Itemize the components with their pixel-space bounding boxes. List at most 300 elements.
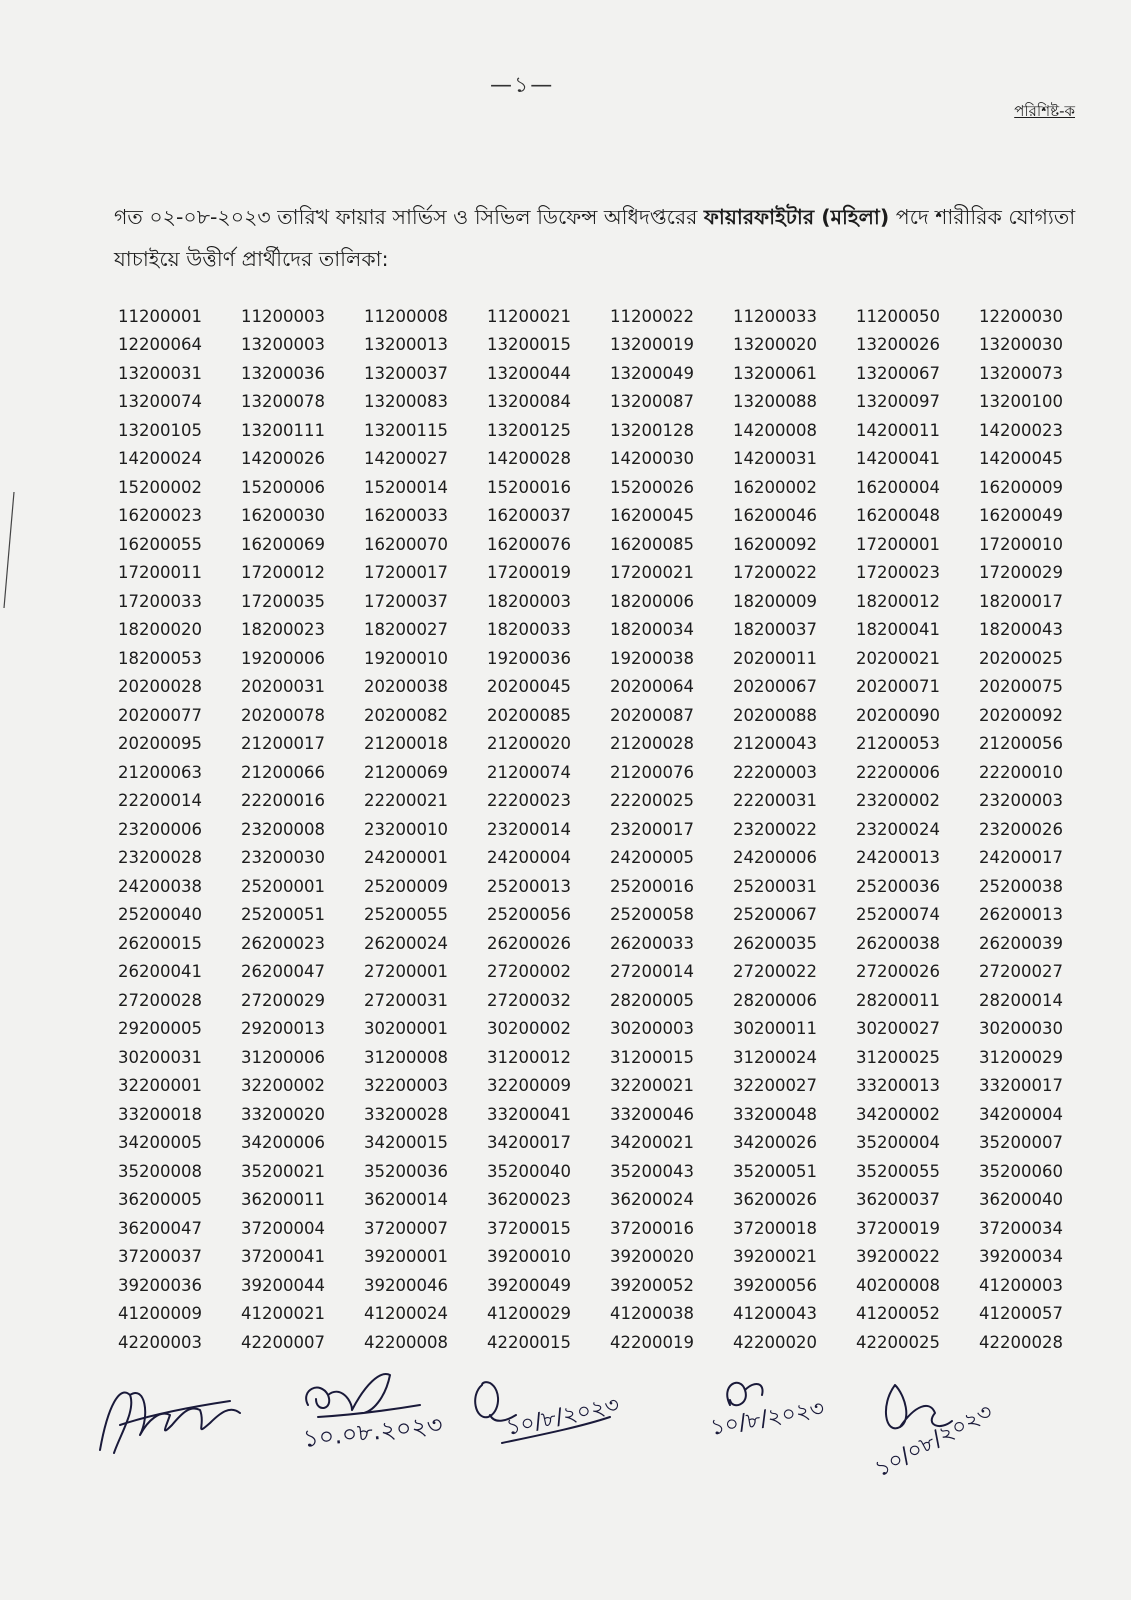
roll-number-cell: 24200006 [733, 848, 817, 868]
roll-number-cell: 23200003 [979, 791, 1063, 811]
roll-number-cell: 24200005 [610, 848, 694, 868]
roll-number-cell: 34200005 [118, 1133, 202, 1153]
roll-number-cell: 26200013 [979, 905, 1063, 925]
roll-number-cell: 18200012 [856, 591, 940, 611]
roll-number-cell: 16200048 [856, 506, 940, 526]
roll-number-cell: 27200026 [856, 962, 940, 982]
roll-number-cell: 17200019 [487, 563, 571, 583]
heading-prefix: গত ০২-০৮-২০২৩ তারিখ ফায়ার সার্ভিস ও সিভিল ডিফেন্স অধিদপ্তরের [114, 205, 704, 229]
roll-number-cell: 22200014 [118, 791, 202, 811]
roll-number-cell: 16200023 [118, 506, 202, 526]
roll-number-cell: 18200043 [979, 620, 1063, 640]
table-row [118, 388, 1102, 417]
roll-number-cell: 21200028 [610, 734, 694, 754]
roll-number-cell: 22200031 [733, 791, 817, 811]
roll-number-cell: 25200038 [979, 876, 1063, 896]
roll-number-cell: 14200031 [733, 449, 817, 469]
roll-number-cell: 13200003 [241, 335, 325, 355]
roll-number-cell: 14200024 [118, 449, 202, 469]
roll-number-cell: 26200039 [979, 933, 1063, 953]
roll-number-cell: 16200033 [364, 506, 448, 526]
roll-number-cell: 11200008 [364, 306, 448, 326]
roll-number-cell: 25200056 [487, 905, 571, 925]
heading-post-bold: ফায়ারফাইটার (মহিলা) [703, 205, 890, 229]
roll-number-cell: 32200003 [364, 1076, 448, 1096]
roll-number-cell: 12200064 [118, 335, 202, 355]
margin-mark [2, 490, 16, 610]
roll-number-cell: 13200036 [241, 363, 325, 383]
roll-number-cell: 14200026 [241, 449, 325, 469]
table-row [118, 1271, 1102, 1300]
table-row [118, 473, 1102, 502]
roll-number-cell: 42200015 [487, 1332, 571, 1352]
roll-number-cell: 35200040 [487, 1161, 571, 1181]
roll-number-cell: 25200013 [487, 876, 571, 896]
roll-number-cell: 21200066 [241, 762, 325, 782]
roll-number-cell: 37200034 [979, 1218, 1063, 1238]
roll-number-cell: 30200031 [118, 1047, 202, 1067]
table-row [118, 929, 1102, 958]
roll-number-cell: 36200047 [118, 1218, 202, 1238]
roll-number-table [118, 302, 1102, 1357]
roll-number-cell: 28200006 [733, 990, 817, 1010]
roll-number-cell: 30200001 [364, 1019, 448, 1039]
roll-number-cell: 17200037 [364, 591, 448, 611]
roll-number-cell: 20200077 [118, 705, 202, 725]
roll-number-cell: 31200006 [241, 1047, 325, 1067]
table-row [118, 644, 1102, 673]
roll-number-cell: 11200003 [241, 306, 325, 326]
roll-number-cell: 16200069 [241, 534, 325, 554]
table-row [118, 673, 1102, 702]
roll-number-cell: 13200088 [733, 392, 817, 412]
table-row [118, 958, 1102, 987]
roll-number-cell: 25200036 [856, 876, 940, 896]
signature-2 [302, 1374, 444, 1453]
signature-4 [709, 1383, 827, 1441]
roll-number-cell: 14200041 [856, 449, 940, 469]
table-row [118, 1157, 1102, 1186]
signature-3 [475, 1382, 621, 1443]
roll-number-cell: 29200005 [118, 1019, 202, 1039]
roll-number-cell: 20200045 [487, 677, 571, 697]
roll-number-cell: 25200040 [118, 905, 202, 925]
roll-number-cell: 17200022 [733, 563, 817, 583]
roll-number-cell: 25200031 [733, 876, 817, 896]
roll-number-cell: 15200016 [487, 477, 571, 497]
roll-number-cell: 36200026 [733, 1190, 817, 1210]
roll-number-cell: 13200087 [610, 392, 694, 412]
roll-number-cell: 23200008 [241, 819, 325, 839]
roll-number-cell: 41200003 [979, 1275, 1063, 1295]
roll-number-cell: 30200011 [733, 1019, 817, 1039]
roll-number-cell: 13200020 [733, 335, 817, 355]
roll-number-cell: 13200115 [364, 420, 448, 440]
table-row [118, 1300, 1102, 1329]
roll-number-cell: 23200028 [118, 848, 202, 868]
table-row [118, 901, 1102, 930]
roll-number-cell: 17200029 [979, 563, 1063, 583]
roll-number-cell: 21200076 [610, 762, 694, 782]
roll-number-cell: 35200008 [118, 1161, 202, 1181]
roll-number-cell: 41200057 [979, 1304, 1063, 1324]
roll-number-cell: 24200004 [487, 848, 571, 868]
roll-number-cell: 20200088 [733, 705, 817, 725]
roll-number-cell: 13200044 [487, 363, 571, 383]
roll-number-cell: 20200095 [118, 734, 202, 754]
roll-number-cell: 20200071 [856, 677, 940, 697]
roll-number-cell: 13200083 [364, 392, 448, 412]
roll-number-cell: 13200037 [364, 363, 448, 383]
roll-number-cell: 26200038 [856, 933, 940, 953]
roll-number-cell: 17200017 [364, 563, 448, 583]
roll-number-cell: 41200038 [610, 1304, 694, 1324]
roll-number-cell: 39200021 [733, 1247, 817, 1267]
roll-number-cell: 17200033 [118, 591, 202, 611]
signature-5-date: ১০/০৮/২০২৩ [871, 1399, 997, 1483]
roll-number-cell: 18200023 [241, 620, 325, 640]
roll-number-cell: 33200017 [979, 1076, 1063, 1096]
roll-number-cell: 25200016 [610, 876, 694, 896]
roll-number-cell: 22200021 [364, 791, 448, 811]
roll-number-cell: 17200010 [979, 534, 1063, 554]
roll-number-cell: 25200051 [241, 905, 325, 925]
roll-number-cell: 16200049 [979, 506, 1063, 526]
roll-number-cell: 32200002 [241, 1076, 325, 1096]
roll-number-cell: 13200111 [241, 420, 325, 440]
roll-number-cell: 24200013 [856, 848, 940, 868]
roll-number-cell: 15200026 [610, 477, 694, 497]
roll-number-cell: 27200027 [979, 962, 1063, 982]
roll-number-cell: 17200012 [241, 563, 325, 583]
roll-number-cell: 32200021 [610, 1076, 694, 1096]
signature-1 [100, 1392, 240, 1453]
roll-number-cell: 39200056 [733, 1275, 817, 1295]
signature-4-date: ১০/৮/২০২৩ [708, 1396, 827, 1441]
roll-number-cell: 41200043 [733, 1304, 817, 1324]
roll-number-cell: 13200128 [610, 420, 694, 440]
roll-number-cell: 21200020 [487, 734, 571, 754]
roll-number-cell: 34200002 [856, 1104, 940, 1124]
roll-number-cell: 21200063 [118, 762, 202, 782]
roll-number-cell: 35200021 [241, 1161, 325, 1181]
roll-number-cell: 20200064 [610, 677, 694, 697]
roll-number-cell: 32200001 [118, 1076, 202, 1096]
roll-number-cell: 31200025 [856, 1047, 940, 1067]
roll-number-cell: 26200033 [610, 933, 694, 953]
roll-number-cell: 20200075 [979, 677, 1063, 697]
roll-number-cell: 37200016 [610, 1218, 694, 1238]
roll-number-cell: 27200031 [364, 990, 448, 1010]
roll-number-cell: 13200074 [118, 392, 202, 412]
table-row [118, 502, 1102, 531]
roll-number-cell: 20200082 [364, 705, 448, 725]
roll-number-cell: 36200037 [856, 1190, 940, 1210]
roll-number-cell: 27200014 [610, 962, 694, 982]
table-row [118, 445, 1102, 474]
table-row [118, 302, 1102, 331]
roll-number-cell: 25200009 [364, 876, 448, 896]
roll-number-cell: 13200100 [979, 392, 1063, 412]
roll-number-cell: 13200031 [118, 363, 202, 383]
roll-number-cell: 20200085 [487, 705, 571, 725]
roll-number-cell: 41200052 [856, 1304, 940, 1324]
roll-number-cell: 34200021 [610, 1133, 694, 1153]
roll-number-cell: 31200012 [487, 1047, 571, 1067]
roll-number-cell: 11200050 [856, 306, 940, 326]
roll-number-cell: 13200019 [610, 335, 694, 355]
roll-number-cell: 20200011 [733, 648, 817, 668]
table-row [118, 530, 1102, 559]
roll-number-cell: 27200001 [364, 962, 448, 982]
roll-number-cell: 20200031 [241, 677, 325, 697]
roll-number-cell: 26200026 [487, 933, 571, 953]
roll-number-cell: 16200070 [364, 534, 448, 554]
roll-number-cell: 23200026 [979, 819, 1063, 839]
roll-number-cell: 31200015 [610, 1047, 694, 1067]
roll-number-cell: 21200017 [241, 734, 325, 754]
roll-number-cell: 16200055 [118, 534, 202, 554]
roll-number-cell: 21200074 [487, 762, 571, 782]
roll-number-cell: 34200026 [733, 1133, 817, 1153]
roll-number-cell: 27200028 [118, 990, 202, 1010]
roll-number-cell: 28200011 [856, 990, 940, 1010]
roll-number-cell: 32200009 [487, 1076, 571, 1096]
roll-number-cell: 21200018 [364, 734, 448, 754]
roll-number-cell: 34200004 [979, 1104, 1063, 1124]
table-row [118, 1243, 1102, 1272]
roll-number-cell: 19200036 [487, 648, 571, 668]
roll-number-cell: 16200092 [733, 534, 817, 554]
roll-number-cell: 34200006 [241, 1133, 325, 1153]
roll-number-cell: 13200105 [118, 420, 202, 440]
roll-number-cell: 39200001 [364, 1247, 448, 1267]
roll-number-cell: 15200014 [364, 477, 448, 497]
roll-number-cell: 14200011 [856, 420, 940, 440]
roll-number-table-body [118, 302, 1102, 1357]
roll-number-cell: 26200041 [118, 962, 202, 982]
roll-number-cell: 11200033 [733, 306, 817, 326]
roll-number-cell: 39200034 [979, 1247, 1063, 1267]
roll-number-cell: 26200047 [241, 962, 325, 982]
roll-number-cell: 16200085 [610, 534, 694, 554]
roll-number-cell: 21200043 [733, 734, 817, 754]
roll-number-cell: 41200021 [241, 1304, 325, 1324]
roll-number-cell: 42200008 [364, 1332, 448, 1352]
signature-area [90, 1365, 1090, 1515]
roll-number-cell: 26200035 [733, 933, 817, 953]
table-row [118, 730, 1102, 759]
roll-number-cell: 27200002 [487, 962, 571, 982]
roll-number-cell: 12200030 [979, 306, 1063, 326]
roll-number-cell: 33200020 [241, 1104, 325, 1124]
roll-number-cell: 22200023 [487, 791, 571, 811]
roll-number-cell: 41200009 [118, 1304, 202, 1324]
table-row [118, 1015, 1102, 1044]
roll-number-cell: 25200001 [241, 876, 325, 896]
roll-number-cell: 26200024 [364, 933, 448, 953]
roll-number-cell: 17200021 [610, 563, 694, 583]
roll-number-cell: 31200008 [364, 1047, 448, 1067]
roll-number-cell: 39200049 [487, 1275, 571, 1295]
roll-number-cell: 16200002 [733, 477, 817, 497]
roll-number-cell: 13200015 [487, 335, 571, 355]
roll-number-cell: 34200015 [364, 1133, 448, 1153]
roll-number-cell: 19200006 [241, 648, 325, 668]
roll-number-cell: 14200028 [487, 449, 571, 469]
roll-number-cell: 39200046 [364, 1275, 448, 1295]
roll-number-cell: 26200023 [241, 933, 325, 953]
roll-number-cell: 29200013 [241, 1019, 325, 1039]
roll-number-cell: 24200017 [979, 848, 1063, 868]
roll-number-cell: 23200017 [610, 819, 694, 839]
roll-number-cell: 23200024 [856, 819, 940, 839]
roll-number-cell: 42200007 [241, 1332, 325, 1352]
roll-number-cell: 14200030 [610, 449, 694, 469]
roll-number-cell: 15200002 [118, 477, 202, 497]
table-row [118, 587, 1102, 616]
roll-number-cell: 21200053 [856, 734, 940, 754]
roll-number-cell: 13200061 [733, 363, 817, 383]
roll-number-cell: 18200053 [118, 648, 202, 668]
roll-number-cell: 20200028 [118, 677, 202, 697]
roll-number-cell: 42200025 [856, 1332, 940, 1352]
roll-number-cell: 25200055 [364, 905, 448, 925]
roll-number-cell: 24200038 [118, 876, 202, 896]
table-row [118, 986, 1102, 1015]
roll-number-cell: 35200007 [979, 1133, 1063, 1153]
table-row [118, 1214, 1102, 1243]
roll-number-cell: 39200022 [856, 1247, 940, 1267]
roll-number-cell: 13200067 [856, 363, 940, 383]
table-row [118, 844, 1102, 873]
roll-number-cell: 13200026 [856, 335, 940, 355]
roll-number-cell: 24200001 [364, 848, 448, 868]
roll-number-cell: 18200006 [610, 591, 694, 611]
roll-number-cell: 23200030 [241, 848, 325, 868]
roll-number-cell: 16200004 [856, 477, 940, 497]
roll-number-cell: 17200001 [856, 534, 940, 554]
table-row [118, 416, 1102, 445]
roll-number-cell: 18200020 [118, 620, 202, 640]
roll-number-cell: 23200010 [364, 819, 448, 839]
roll-number-cell: 15200006 [241, 477, 325, 497]
roll-number-cell: 13200049 [610, 363, 694, 383]
roll-number-cell: 27200032 [487, 990, 571, 1010]
roll-number-cell: 19200010 [364, 648, 448, 668]
roll-number-cell: 39200052 [610, 1275, 694, 1295]
roll-number-cell: 35200051 [733, 1161, 817, 1181]
roll-number-cell: 22200010 [979, 762, 1063, 782]
roll-number-cell: 31200024 [733, 1047, 817, 1067]
roll-number-cell: 37200018 [733, 1218, 817, 1238]
roll-number-cell: 21200056 [979, 734, 1063, 754]
roll-number-cell: 14200027 [364, 449, 448, 469]
roll-number-cell: 37200041 [241, 1247, 325, 1267]
roll-number-cell: 39200036 [118, 1275, 202, 1295]
table-row [118, 331, 1102, 360]
roll-number-cell: 11200022 [610, 306, 694, 326]
roll-number-cell: 21200069 [364, 762, 448, 782]
roll-number-cell: 13200073 [979, 363, 1063, 383]
roll-number-cell: 42200003 [118, 1332, 202, 1352]
roll-number-cell: 39200020 [610, 1247, 694, 1267]
roll-number-cell: 37200019 [856, 1218, 940, 1238]
roll-number-cell: 14200023 [979, 420, 1063, 440]
roll-number-cell: 33200013 [856, 1076, 940, 1096]
heading [114, 196, 1084, 280]
roll-number-cell: 20200087 [610, 705, 694, 725]
roll-number-cell: 16200009 [979, 477, 1063, 497]
roll-number-cell: 39200044 [241, 1275, 325, 1295]
roll-number-cell: 27200022 [733, 962, 817, 982]
roll-number-cell: 23200002 [856, 791, 940, 811]
roll-number-cell: 16200046 [733, 506, 817, 526]
roll-number-cell: 13200013 [364, 335, 448, 355]
roll-number-cell: 18200033 [487, 620, 571, 640]
roll-number-cell: 42200019 [610, 1332, 694, 1352]
page-number: —১— [490, 73, 555, 98]
roll-number-cell: 16200037 [487, 506, 571, 526]
heading-suffix: পদে শারীরিক যোগ্যতা যাচাইয়ে উত্তীর্ণ প্রার্থীদের তালিকা: [114, 205, 1076, 271]
roll-number-cell: 35200060 [979, 1161, 1063, 1181]
signature-2-date: ১০.০৮.২০২৩ [301, 1410, 444, 1453]
roll-number-cell: 18200037 [733, 620, 817, 640]
roll-number-cell: 22200006 [856, 762, 940, 782]
roll-number-cell: 35200004 [856, 1133, 940, 1153]
roll-number-cell: 42200028 [979, 1332, 1063, 1352]
roll-number-cell: 18200027 [364, 620, 448, 640]
roll-number-cell: 20200078 [241, 705, 325, 725]
table-row [118, 872, 1102, 901]
table-row [118, 1129, 1102, 1158]
roll-number-cell: 40200008 [856, 1275, 940, 1295]
roll-number-cell: 20200038 [364, 677, 448, 697]
roll-number-cell: 35200055 [856, 1161, 940, 1181]
roll-number-cell: 37200037 [118, 1247, 202, 1267]
table-row [118, 815, 1102, 844]
roll-number-cell: 20200021 [856, 648, 940, 668]
roll-number-cell: 37200007 [364, 1218, 448, 1238]
roll-number-cell: 30200002 [487, 1019, 571, 1039]
table-row [118, 1072, 1102, 1101]
roll-number-cell: 41200029 [487, 1304, 571, 1324]
roll-number-cell: 28200005 [610, 990, 694, 1010]
roll-number-cell: 23200006 [118, 819, 202, 839]
table-row [118, 1043, 1102, 1072]
roll-number-cell: 36200024 [610, 1190, 694, 1210]
roll-number-cell: 33200041 [487, 1104, 571, 1124]
roll-number-cell: 36200040 [979, 1190, 1063, 1210]
roll-number-cell: 36200014 [364, 1190, 448, 1210]
roll-number-cell: 23200022 [733, 819, 817, 839]
roll-number-cell: 20200092 [979, 705, 1063, 725]
roll-number-cell: 25200067 [733, 905, 817, 925]
roll-number-cell: 16200030 [241, 506, 325, 526]
roll-number-cell: 27200029 [241, 990, 325, 1010]
roll-number-cell: 26200015 [118, 933, 202, 953]
roll-number-cell: 36200011 [241, 1190, 325, 1210]
roll-number-cell: 41200024 [364, 1304, 448, 1324]
roll-number-cell: 32200027 [733, 1076, 817, 1096]
roll-number-cell: 25200074 [856, 905, 940, 925]
roll-number-cell: 25200058 [610, 905, 694, 925]
roll-number-cell: 14200008 [733, 420, 817, 440]
table-row [118, 787, 1102, 816]
roll-number-cell: 20200067 [733, 677, 817, 697]
table-row [118, 701, 1102, 730]
roll-number-cell: 17200035 [241, 591, 325, 611]
